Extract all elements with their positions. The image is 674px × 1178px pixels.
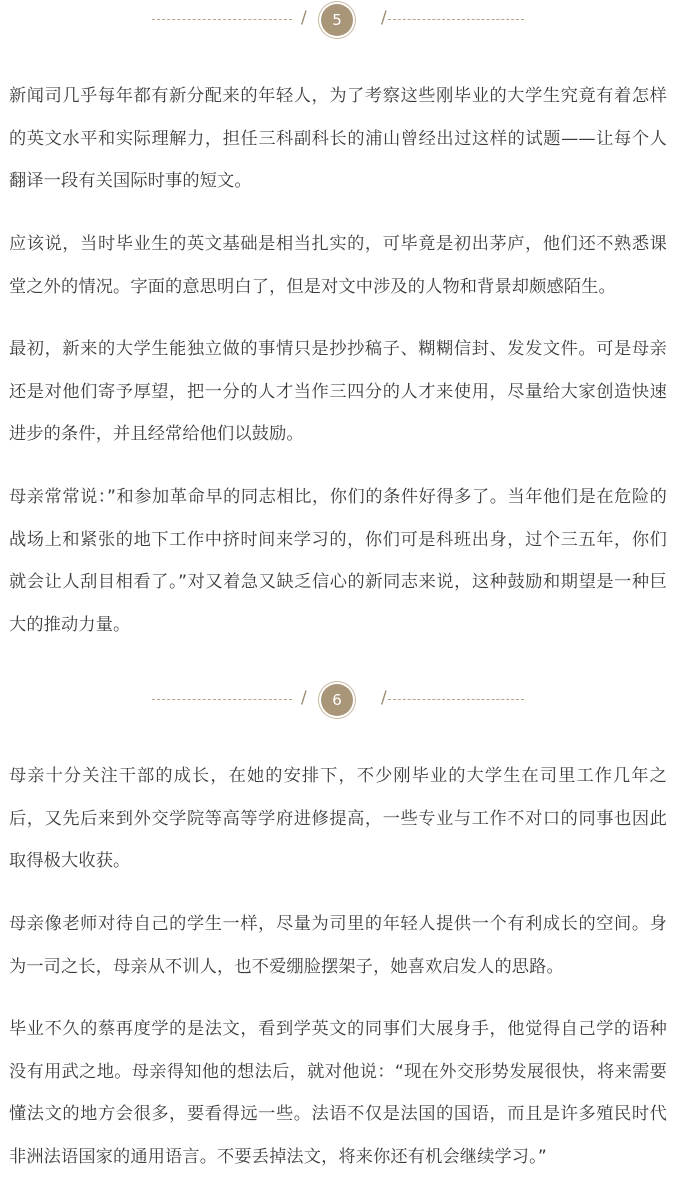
- divider-dashed-line-right: [388, 699, 524, 700]
- divider-dashed-line-left: [152, 19, 292, 20]
- paragraph: 母亲十分关注干部的成长，在她的安排下，不少刚毕业的大学生在司里工作几年之后，又先后来到外交学院等高等学府进修提高，一些专业与工作不对口的同事也因此取得极大收获。: [9, 766, 667, 871]
- paragraph: 毕业不久的蔡再度学的是法文，看到学英文的同事们大展身手，他觉得自己学的语种没有用武之地。母亲得知他的想法后，就对他说：“现在外交形势发展很快，将来需要懂法文的地方会很多，要看得远一些。法语不仅是法国的国语，而且是许多殖民时代非洲法语国家的通用语言。不要丢掉法文，将来你还有机会继续学习。”: [9, 1019, 667, 1167]
- section-number-badge: 5: [321, 4, 353, 36]
- divider-slash-right: /: [381, 8, 387, 28]
- divider-dashed-line-right: [388, 19, 524, 20]
- section-divider-6: [0, 680, 674, 720]
- divider-slash-right: /: [381, 688, 387, 708]
- paragraph: 应该说，当时毕业生的英文基础是相当扎实的，可毕竟是初出茅庐，他们还不熟悉课堂之外的情况。字面的意思明白了，但是对文中涉及的人物和背景却颇感陌生。: [9, 234, 667, 297]
- divider-slash-left: /: [301, 688, 307, 708]
- paragraph: 最初，新来的大学生能独立做的事情只是抄抄稿子、糊糊信封、发发文件。可是母亲还是对他们寄予厚望，把一分的人才当作三四分的人才来使用，尽量给大家创造快速进步的条件，并且经常给他们以鼓励。: [9, 339, 667, 444]
- divider-slash-left: /: [301, 8, 307, 28]
- section-divider-5: [0, 0, 674, 40]
- paragraph: 新闻司几乎每年都有新分配来的年轻人，为了考察这些刚毕业的大学生究竟有着怎样的英文水平和实际理解力，担任三科副科长的浦山曾经出过这样的试题——让每个人翻译一段有关国际时事的短文。: [9, 86, 667, 191]
- paragraph: 母亲像老师对待自己的学生一样，尽量为司里的年轻人提供一个有利成长的空间。身为一司之长，母亲从不训人，也不爱绷脸摆架子，她喜欢启发人的思路。: [9, 914, 667, 977]
- section-number-badge: 6: [321, 684, 353, 716]
- divider-dashed-line-left: [152, 699, 292, 700]
- paragraph: 母亲常常说：”和参加革命早的同志相比，你们的条件好得多了。当年他们是在危险的战场上和紧张的地下工作中挤时间来学习的，你们可是科班出身，过个三五年，你们就会让人刮目相看了。”对又着急又缺乏信心的新同志来说，这种鼓励和期望是一种巨大的推动力量。: [9, 487, 667, 635]
